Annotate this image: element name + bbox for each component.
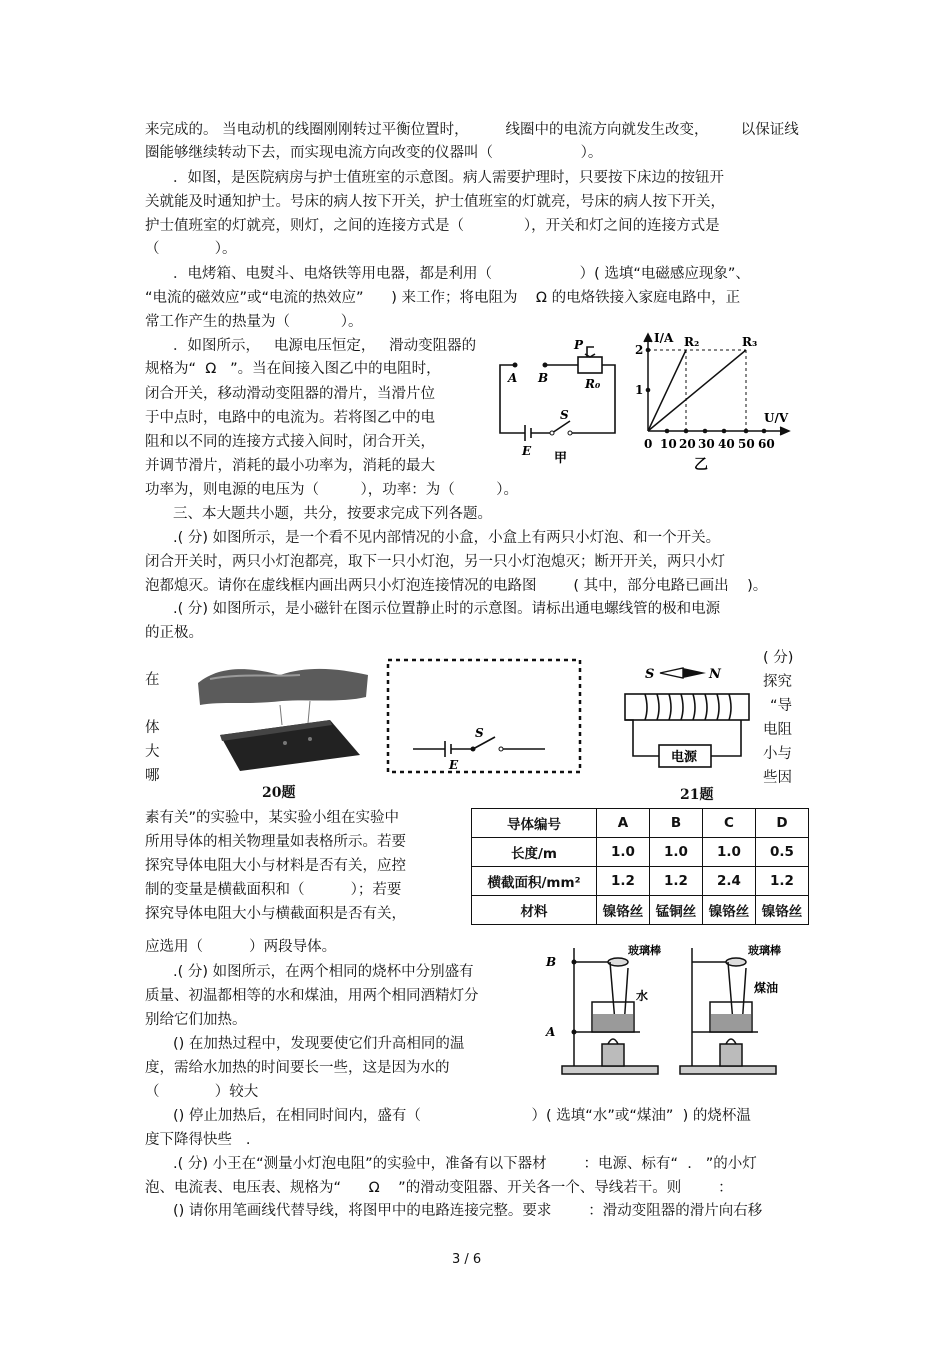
page-number: 3 / 6 — [452, 1252, 482, 1267]
x-tick: 0 — [644, 437, 653, 451]
text-line: 泡都熄灭。请你在虚线框内画出两只小灯泡连接情况的电路图 ( 其中，部分电路已画出 )。 — [145, 578, 768, 594]
text-line: 阻和以不同的连接方式接入间时，闭合开关， — [145, 434, 435, 450]
iu-graph-yi — [628, 328, 798, 473]
table-cell: 长度/m — [472, 838, 597, 867]
x-axis-label: U/V — [764, 411, 789, 425]
x-tick: 40 — [718, 437, 735, 451]
text-line: 探究导体电阻大小与横截面积是否有关， — [145, 906, 406, 922]
glass-rod-label: 玻璃棒 — [628, 944, 661, 957]
x-tick: 10 — [660, 437, 677, 451]
text-fragment: ( 分) — [763, 650, 794, 666]
battery-e-label: E — [449, 758, 459, 772]
text-line: 质量、初温都相等的水和煤油，用两个相同酒精灯分 — [145, 988, 479, 1004]
text-line: 应选用（ ）两段导体。 — [145, 939, 337, 955]
text-line: 常工作产生的热量为（ ）。 — [145, 314, 363, 330]
table-cell: 1.2 — [756, 867, 809, 896]
table-cell: 2.4 — [703, 867, 756, 896]
switch-s-label: S — [475, 726, 484, 740]
table-row — [472, 867, 809, 896]
table-cell: 镍铬丝 — [756, 896, 809, 925]
text-line: 规格为“ Ω ”。当在间接入图乙中的电阻时， — [145, 361, 441, 377]
table-cell: 1.2 — [650, 867, 703, 896]
point-b-label: B — [538, 371, 549, 385]
table-cell: 镍铬丝 — [597, 896, 650, 925]
text-line: ．电烤箱、电熨斗、电烙铁等用电器，都是利用（ ）( 选填“电磁感应现象”、 — [173, 266, 750, 282]
table-header-cell: A — [597, 809, 650, 838]
text-line: 探究导体电阻大小与材料是否有关，应控 — [145, 858, 406, 874]
table-cell: 镍铬丝 — [703, 896, 756, 925]
text-fragment: 在 — [145, 672, 160, 688]
box-photo — [190, 655, 375, 773]
switch-s-label: S — [560, 408, 569, 422]
text-line: () 停止加热后，在相同时间内，盛有（ ）( 选填“水”或“煤油” ) 的烧杯温 — [173, 1108, 751, 1124]
table-cell: 横截面积/mm² — [472, 867, 597, 896]
table-cell: 1.0 — [650, 838, 703, 867]
point-a-label: A — [508, 371, 518, 385]
table-cell: 材料 — [472, 896, 597, 925]
text-line: 度下降得快些 . — [145, 1132, 251, 1148]
table-cell: 1.0 — [597, 838, 650, 867]
compass-needle-south — [660, 668, 683, 678]
y-axis-label: I/A — [654, 331, 674, 345]
text-line: 别给它们加热。 — [145, 1012, 247, 1028]
text-line: “电流的磁效应”或“电流的热效应” ) 来工作；将电阻为 Ω 的电烙铁接入家庭电路中，正 — [145, 290, 741, 306]
text-line: 度，需给水加热的时间要长一些，这是因为水的 — [145, 1060, 450, 1076]
text-line: 闭合开关时，两只小灯泡都亮，取下一只小灯泡，另一只小灯泡熄灭；断开开关，两只小灯 — [145, 554, 725, 570]
text-fragment: 探究 — [763, 674, 792, 690]
table-header-cell: D — [756, 809, 809, 838]
y-tick: 1 — [635, 383, 644, 397]
needle-n-label: N — [709, 667, 721, 682]
text-line: 功率为，则电源的电压为（ ），功率：为（ ）。 — [145, 482, 518, 498]
text-line: 所用导体的相关物理量如表格所示。若要 — [145, 834, 406, 850]
line-label-r3: R₃ — [742, 335, 758, 349]
text-line: 护士值班室的灯就亮，则灯，之间的连接方式是（ ），开关和灯之间的连接方式是 — [145, 218, 720, 234]
table-row — [472, 838, 809, 867]
dashed-circuit-box — [385, 657, 585, 777]
text-line: .( 分) 如图所示，是小磁针在图示位置静止时的示意图。请标出通电螺线管的极和电源 — [173, 601, 721, 617]
table-header-cell: B — [650, 809, 703, 838]
text-line: () 请你用笔画线代替导线，将图甲中的电路连接完整。要求 ：滑动变阻器的滑片向右移 — [173, 1203, 763, 1219]
kerosene-label: 煤油 — [754, 981, 779, 995]
text-fragment: 电阻 — [763, 722, 792, 738]
text-line: （ ）。 — [145, 241, 237, 257]
text-fragment: 大 — [145, 744, 160, 760]
x-tick: 60 — [758, 437, 775, 451]
point-a-label: A — [546, 1025, 556, 1039]
text-line: 制的变量是横截面积和（ ）；若要 — [145, 882, 402, 898]
point-b-label: B — [546, 955, 557, 969]
slider-p-label: P — [574, 338, 584, 352]
circuit-figure-jia — [490, 335, 625, 465]
text-line: ．如图，是医院病房与护士值班室的示意图。病人需要护理时，只要按下床边的按钮开 — [173, 170, 724, 186]
table-cell: 1.0 — [703, 838, 756, 867]
text-line: .( 分) 如图所示，是一个看不见内部情况的小盒，小盒上有两只小灯泡、和一个开关。 — [173, 530, 721, 546]
beaker-experiment-figure — [540, 940, 795, 1078]
conductor-table — [471, 808, 809, 925]
x-tick: 30 — [698, 437, 715, 451]
text-line: .( 分) 小王在“测量小灯泡电阻”的实验中，准备有以下器材 ：电源、标有“ . ”的小灯 — [173, 1156, 757, 1172]
text-line: 来完成的。 当电动机的线圈刚刚转过平衡位置时， 线圈中的电流方向就发生改变， 以保证线 — [145, 122, 799, 138]
text-line: 关就能及时通知护士。号床的病人按下开关，护士值班室的灯就亮，号床的病人按下开关， — [145, 194, 725, 210]
power-source-label: 电源 — [671, 750, 698, 765]
figure-caption-21: 21题 — [680, 787, 714, 803]
text-fragment: 小与 — [763, 746, 792, 762]
table-row — [472, 896, 809, 925]
table-cell: 锰铜丝 — [650, 896, 703, 925]
y-tick: 2 — [635, 343, 644, 357]
text-line: () 在加热过程中，发现要使它们升高相同的温 — [173, 1036, 465, 1052]
text-line: 泡、电流表、电压表、规格为“ Ω ”的滑动变阻器、开关各一个、导线若干。则 ： — [145, 1180, 733, 1196]
text-line: 素有关”的实验中，某实验小组在实验中 — [145, 810, 400, 826]
line-label-r2: R₂ — [684, 335, 700, 349]
text-line: .( 分) 如图所示，在两个相同的烧杯中分别盛有 — [173, 964, 474, 980]
source-e-label: E — [522, 444, 532, 458]
compass-needle-north — [683, 668, 706, 678]
solenoid-figure — [615, 660, 760, 780]
text-line: 的正极。 — [145, 625, 203, 641]
text-fragment: 体 — [145, 720, 160, 736]
needle-s-label: S — [645, 667, 655, 682]
table-header-row — [472, 809, 809, 838]
text-fragment: “导 — [770, 698, 793, 714]
glass-rod-label: 玻璃棒 — [748, 944, 781, 957]
text-fragment: 哪 — [145, 768, 160, 784]
table-header-cell: 导体编号 — [472, 809, 597, 838]
x-tick: 50 — [738, 437, 755, 451]
water-label: 水 — [636, 989, 649, 1003]
table-cell: 1.2 — [597, 867, 650, 896]
text-fragment: 些因 — [763, 770, 792, 786]
table-header-cell: C — [703, 809, 756, 838]
figure-caption-jia: 甲 — [554, 451, 568, 465]
text-line: （ ）较大 — [145, 1084, 259, 1100]
section-heading: 三、本大题共小题，共分，按要求完成下列各题。 — [173, 506, 492, 522]
text-line: 并调节滑片，消耗的最小功率为，消耗的最大 — [145, 458, 435, 474]
table-cell: 0.5 — [756, 838, 809, 867]
text-line: 圈能够继续转动下去，而实现电流方向改变的仪器叫（ ）。 — [145, 145, 603, 161]
text-line: ．如图所示， 电源电压恒定， 滑动变阻器的 — [173, 338, 477, 354]
figure-caption-yi: 乙 — [694, 457, 708, 473]
resistor-r0-label: R₀ — [585, 377, 601, 391]
text-line: 于中点时，电路中的电流为。若将图乙中的电 — [145, 410, 435, 426]
x-tick: 20 — [679, 437, 696, 451]
text-line: 闭合开关，移动滑动变阻器的滑片，当滑片位 — [145, 386, 435, 402]
figure-caption-20: 20题 — [262, 785, 296, 801]
